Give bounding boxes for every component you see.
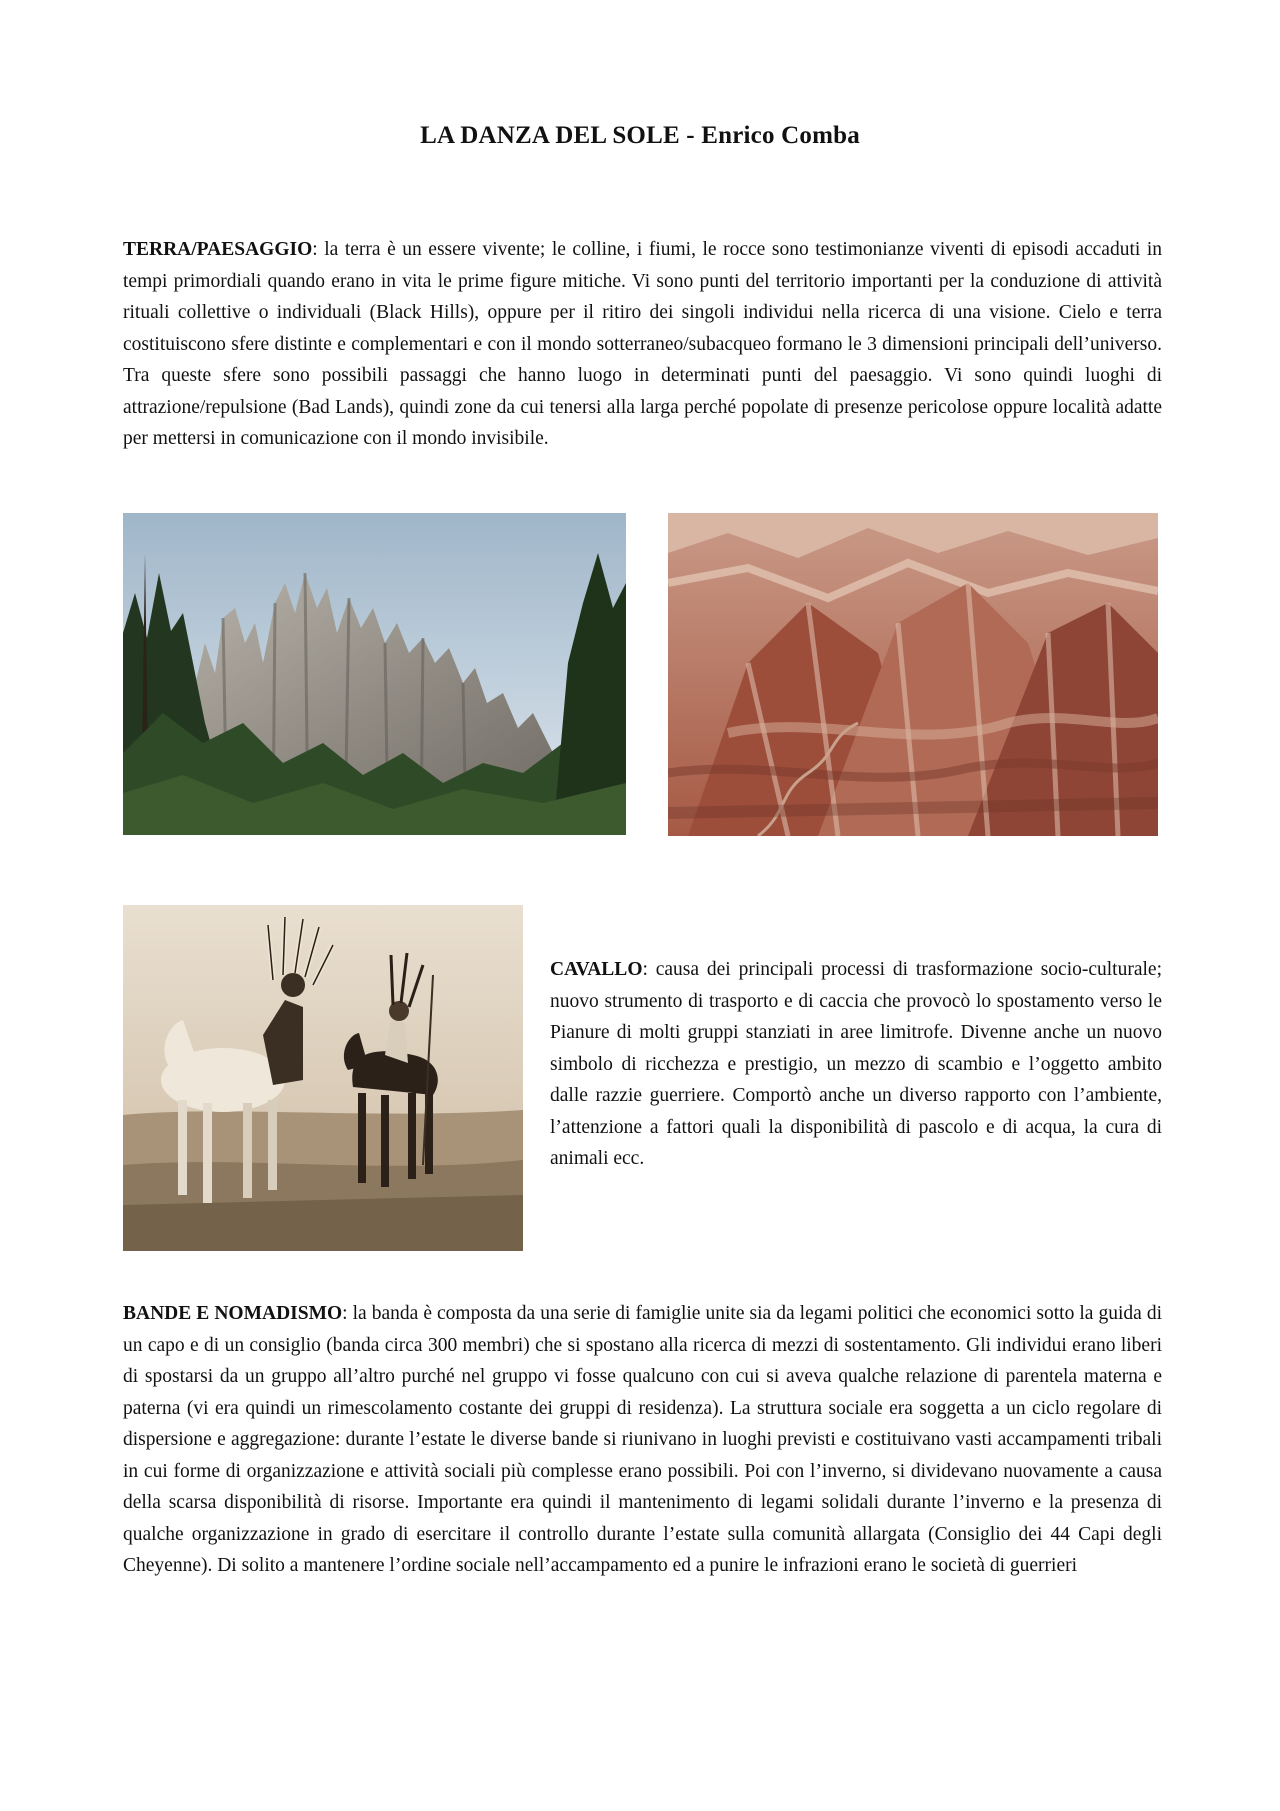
text-cavallo: : causa dei principali processi di trasformazione socio-culturale; nuovo strumento di trasporto e di caccia che provocò lo spostamento verso le Pianure di molti gruppi stanziati in aree limitrofe. Divenne anche un nuovo simbolo di ricchezza e prestigio, un mezzo di scambio e l’oggetto ambito dalle razzie guerriere. Comportò anche un diverso rapporto con l’ambiente, l’attenzione a fattori quali la disponibilità di pascolo e di acqua, la cura di animali ecc. bbox=[550, 959, 1162, 1169]
black-hills-photo bbox=[123, 513, 626, 835]
paragraph-cavallo bbox=[550, 954, 1162, 1175]
heading-terra-paesaggio: TERRA/PAESAGGIO bbox=[123, 239, 313, 260]
page-title: LA DANZA DEL SOLE - Enrico Comba bbox=[420, 122, 860, 149]
text-bande-e-nomadismo: : la banda è composta da una serie di famiglie unite sia da legami politici che economici sotto la guida di un capo e di un consiglio (banda circa 300 membri) che si spostano alla ricerca di mezzi di sostentamento. Gli individui erano liberi di spostarsi da un gruppo all’altro purché nel gruppo vi fosse qualcuno con cui si aveva qualche relazione di parentela materna e paterna (vi era quindi un rimescolamento costante dei gruppi di residenza). La struttura sociale era soggetta a un ciclo regolare di dispersione e aggregazione: durante l’estate le diverse bande si riunivano in luoghi previsti e costituivano vasti accampamenti tribali in cui forme di organizzazione e attività sociali più complesse erano possibili. Poi con l’inverno, si dividevano nuovamente a causa della scarsa disponibilità di risorse. Importante era quindi il mantenimento di legami solidali durante l’inverno e la presenza di qualche organizzazione in grado di esercitare il controllo durante l’estate sulla comunità allargata (Consiglio dei 44 Capi degli Cheyenne). Di solito a mantenere l’ordine sociale nell’accampamento ed a punire le infrazioni erano le società di guerrieri bbox=[123, 1303, 1162, 1576]
heading-cavallo: CAVALLO bbox=[550, 959, 643, 980]
text-terra-paesaggio: : la terra è un essere vivente; le colline, i fiumi, le rocce sono testimonianze viventi di episodi accaduti in tempi primordiali quando erano in vita le prime figure mitiche. Vi sono punti del territorio importanti per la conduzione di attività rituali collettive o individuali (Black Hills), oppure per il ritiro dei singoli individui nella ricerca di una visione. Cielo e terra costituiscono sfere distinte e complementari e con il mondo sotterraneo/subacqueo formano le 3 dimensioni principali dell’universo. Tra queste sfere sono possibili passaggi che hanno luogo in determinati punti del paesaggio. Vi sono quindi luoghi di attrazione/repulsione (Bad Lands), quindi zone da cui tenersi alla larga perché popolate di presenze pericolose oppure località adatte per mettersi in comunicazione con il mondo invisibile. bbox=[123, 239, 1162, 449]
paragraph-terra-paesaggio bbox=[123, 234, 1162, 455]
riders-on-horseback-photo bbox=[123, 905, 523, 1251]
paragraph-bande-e-nomadismo bbox=[123, 1298, 1162, 1582]
riders-illustration bbox=[123, 905, 523, 1251]
heading-bande-e-nomadismo: BANDE E NOMADISMO bbox=[123, 1303, 343, 1324]
black-hills-illustration bbox=[123, 513, 626, 835]
bad-lands-photo bbox=[668, 513, 1158, 836]
bad-lands-illustration bbox=[668, 513, 1158, 836]
